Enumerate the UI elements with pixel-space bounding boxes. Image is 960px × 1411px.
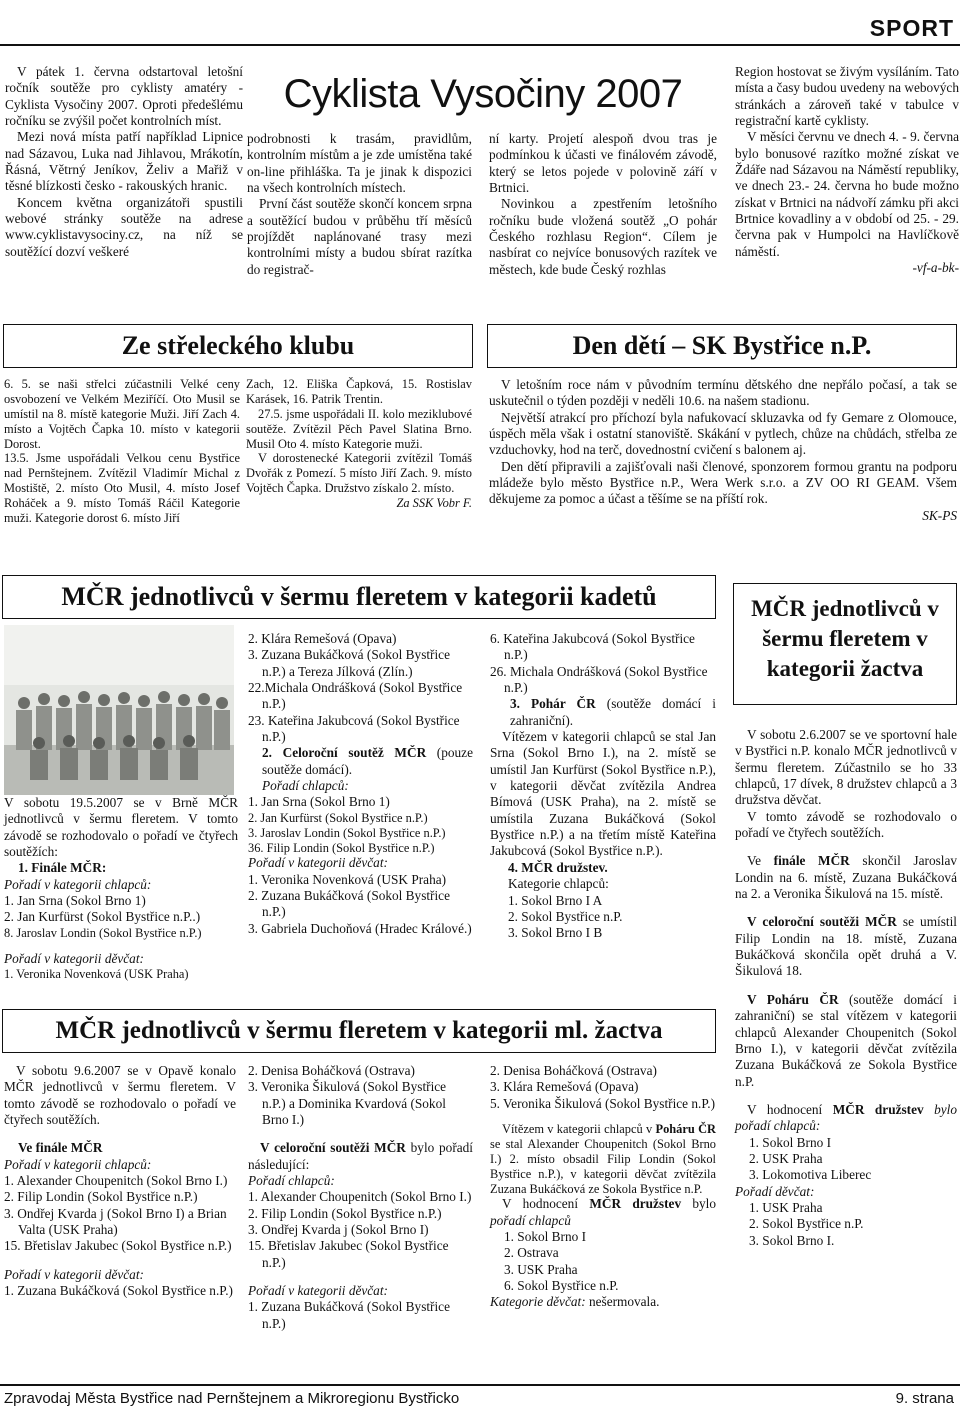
subheading: Pořadí v kategorii děvčat: <box>248 1283 388 1299</box>
list-item: 2. Jan Kurfürst (Sokol Bystřice n.P.) <box>248 810 428 825</box>
paragraph: 27.5. jsme uspořádali II. kolo meziklubové soutěže. Zvítězil Pěch Pavel Slatina Brno. Musil Oto 4. místo Kategorie muži. <box>246 406 472 451</box>
text: pořadí chlapců <box>490 1212 571 1228</box>
paragraph: 13.5. Jsme uspořádali Velkou cenu Bystřice nad Pernštejnem. Zvítězil Vladimír Michal z Mostiště, 2. místo Oto Musil, 4. místo Josef Roháček a 9. místo Tomáš Ráčil Kategorie muži. Kategorie dorost 6. místo Jiří <box>4 451 240 525</box>
cyklista-col2 <box>247 131 472 278</box>
text: V hodnocení <box>747 1101 833 1117</box>
paragraph: V dorostenecké Kategorii zvítězil Tomáš Dvořák z Pomezí. 5 místo Jiří Zach. 9. místo Vojtěch Čapka. Družstvo získalo 2. místo. <box>246 451 472 496</box>
list-item: 2. Klára Remešová (Opava) <box>248 631 397 646</box>
list-item: 2. USK Praha <box>749 1150 823 1166</box>
text: Kategorie děvčat: <box>490 1294 586 1310</box>
section-title: SPORT <box>869 15 954 41</box>
paragraph: Mezi nová místa patří například Lipnice nad Sázavou, Luka nad Jihlavou, Mrákotín, Řásná, Větrný Jeníkov, Želiv a Mařiž v těsné blízkosti česko - rakouských hranic. <box>5 129 243 194</box>
list-item: 2. Denisa Boháčková (Ostrava) <box>490 1063 657 1078</box>
paragraph: První část soutěže skončí koncem srpna a soutěžící budou v průběhu tří měsíců projíždět naplánované trasy mezi kontrolními místy a budou sbírat razítka do registrač- <box>247 196 472 277</box>
text-bold: finále MČR <box>773 853 850 869</box>
paragraph: Koncem května organizátoři spustili webové stránky soutěže na adrese www.cyklistavysociny.cz, na níž se soutěžící dozví veškeré <box>5 194 243 259</box>
list-item: 3. Zuzana Bukáčková (Sokol Bystřice n.P.) a Tereza Jílková (Zlín.) <box>248 647 450 679</box>
list-item: 3. Sokol Brno I B <box>508 925 603 941</box>
kadeti-col1 <box>4 795 238 982</box>
ml-col3 <box>490 1063 716 1311</box>
subheading: 4. MČR družstev. <box>508 859 608 875</box>
list-item: 15. Břetislav Jakubec (Sokol Bystřice n.P.) <box>248 1238 449 1270</box>
list-item: 2. Filip Londin (Sokol Bystřice n.P.) <box>248 1205 442 1221</box>
text: V hodnocení <box>502 1196 590 1212</box>
list-item: 2. Zuzana Bukáčková (Sokol Bystřice n.P.) <box>248 888 450 920</box>
list-item: 3. Sokol Brno I. <box>749 1232 835 1248</box>
subheading: Pořadí chlapců: <box>262 778 349 794</box>
subheading: Pořadí v kategorii děvčat: <box>4 1266 144 1282</box>
list-item: 3. Klára Remešová (Opava) <box>490 1079 639 1095</box>
subheading: Ve finále MČR <box>18 1140 103 1156</box>
text-bold: V celoroční soutěži MČR <box>747 914 897 930</box>
subheading-note: bylo pořadí následující: <box>248 1140 473 1172</box>
strelci-col1 <box>4 377 240 526</box>
ml-col2 <box>248 1063 473 1332</box>
list-item: 1. Alexander Choupenitch (Sokol Brno I.) <box>248 1189 472 1205</box>
list-item: 1. Jan Srna (Sokol Brno 1) <box>248 794 390 810</box>
paragraph: Vítězem v kategorii chlapců se stal Jan Srna (Sokol Brno I.), na 2. místě se umístil Jan Kurfürst (Sokol Bystřice n.P.), v kategorii děvčat zvítězila Andrea Bímová (USK Praha), na 2. místě se umístila Zuzana Bukáčková (Sokol Bystřice n.P.) a na třetím místě Kateřina Jakubcová (Sokol Bystřice n.P.). <box>490 729 716 859</box>
kadeti-title-box <box>2 575 716 619</box>
list-item: 1. Alexander Choupenitch (Sokol Brno I.) <box>4 1173 228 1189</box>
subheading: Kategorie chlapců: <box>508 876 609 892</box>
text: nešermovala. <box>585 1294 660 1310</box>
text: Ve <box>747 853 774 869</box>
text: Vítězem v kategorii chlapců v <box>502 1122 656 1137</box>
text: se umístil Filip Londin na 18. místě, Zuzana Bukáčková skončila opět druhá a V. Šikulová 18. <box>735 914 957 979</box>
zactvo-title-box <box>733 583 957 705</box>
paragraph: V měsíci červnu ve dnech 4. - 9. června bylo bonusové razítko možné získat ve Ždáře nad Sázavou na Náměstí republiky, ve dnech 23.- 24. června ho bude možno získat v Brtnici na nádvoří zámku při akci Brtnice kovadliny a v období od 25. - 29. června pak v Humpolci na Havlíčkově náměstí. <box>735 129 959 259</box>
footer-title: Zpravodaj Města Bystřice nad Pernštejnem a Mikroregionu Bystřicko <box>4 1390 460 1407</box>
paragraph: Zach, 12. Eliška Čapková, 15. Rostislav Karásek, 16. Patrik Trentin. <box>246 377 472 406</box>
text: skončil Jaroslav Londin na 6. místě, Zuzana Bukáčková na 2. a Veronika Šikulová na 15. místě. <box>735 853 958 902</box>
cyklista-col4 <box>735 64 959 276</box>
zactvo-title: MČR jednotlivců v šermu fleretem v kategorii žactva <box>751 596 939 681</box>
list-item: 1. Sokol Brno I <box>504 1229 587 1245</box>
list-item: 6. Kateřina Jakubcová (Sokol Bystřice n.P.) <box>490 631 695 663</box>
signature: SK-PS <box>922 507 957 523</box>
kadeti-title: MČR jednotlivců v šermu fleretem v kategorii kadetů <box>61 582 657 611</box>
page-footer <box>0 1384 960 1411</box>
ml-title: MČR jednotlivců v šermu fleretem v kategorii ml. žactva <box>55 1017 663 1044</box>
strelci-col2 <box>246 377 472 511</box>
text-bold: Poháru ČR <box>655 1122 716 1137</box>
strelci-title-box <box>3 324 473 368</box>
list-item: 2. Denisa Boháčková (Ostrava) <box>248 1063 415 1078</box>
list-item: 2. Sokol Bystřice n.P. <box>508 908 623 924</box>
kadeti-col2 <box>248 631 473 937</box>
subheading-note: (pouze soutěže domácí). <box>262 745 473 777</box>
paragraph: V pátek 1. června odstartoval letošní ročník soutěže pro cyklisty amatéry - Cyklista Vysočiny 2007. Oproti předešlému ročníku se zvýšil počet kontrolních míst. <box>5 64 243 129</box>
list-item: 15. Břetislav Jakubec (Sokol Bystřice n.P.) <box>4 1238 232 1254</box>
list-item: 3. Veronika Šikulová (Sokol Bystřice n.P.) a Dominika Kvardová (Sokol Brno I.) <box>248 1079 447 1128</box>
dendeti-title: Den dětí – SK Bystřice n.P. <box>572 331 872 360</box>
list-item: 1. Sokol Brno I A <box>508 892 603 908</box>
cyklista-col1 <box>5 64 243 260</box>
subheading: Pořadí v kategorii děvčat: <box>248 855 388 871</box>
list-item: 2. Jan Kurfürst (Sokol Bystřice n.P..) <box>4 909 201 925</box>
paragraph: 6. 5. se naši střelci zúčastnili Velké ceny osvobození ve Velkém Meziříčí. Oto Musil se umístil na 8. místě kategorie Muži. Jiří Zach 4. místo a Vojtěch Čapka 10. místo v kategorii Dorost. <box>4 377 240 451</box>
subheading-note: (soutěže domácí i zahraniční). <box>510 696 716 728</box>
list-item: 1. Sokol Brno I <box>749 1134 832 1150</box>
paragraph: Největší atrakcí pro příchozí byla nafukovací skluzavka od fy Gemare z Olomouce, úspěch měla však i ostatní stanoviště. Skákání v pytlech, chůze na chůdách, střelba ze vzduchovky, hod na terč, dovednostní cvičení s balonem aj. <box>489 409 957 458</box>
subheading: Pořadí chlapců: <box>248 1173 335 1189</box>
subheading: Pořadí děvčat: <box>735 1183 815 1199</box>
list-item: 1. USK Praha <box>749 1199 823 1215</box>
paragraph: V sobotu 19.5.2007 se v Brně MČR jednotlivců v šermu fleretem. V tomto závodě se rozhodovalo o pořadí ve čtyřech soutěžích: <box>4 795 238 860</box>
list-item: 3. USK Praha <box>504 1261 578 1277</box>
paragraph: Den dětí připravili a zajišťovali naši členové, sponzorem formou grantu na podporu mládeže bylo město Bystřice n.P., Wera Werk s.r.o. a ZV OO RI GEAM. Všem děkujeme za pomoc a účast a těšíme se na příští rok. <box>489 458 957 507</box>
paragraph: Region hostovat se živým vysíláním. Tato místa a časy budou uvedeny na webových stránkách a zároveň také v tabulce v registrační kartě cyklisty. <box>735 64 959 129</box>
team-photo <box>4 625 234 795</box>
list-item: 1. Zuzana Bukáčková (Sokol Bystřice n.P.) <box>4 1283 233 1299</box>
list-item: 1. Jan Srna (Sokol Brno 1) <box>4 893 146 909</box>
cyklista-title: Cyklista Vysočiny 2007 <box>283 72 683 116</box>
text: se stal Alexander Choupenitch (Sokol Brno I.) 2. místo obsadil Filip Londin (Sokol Bystřice n.P.), v kategorii děvčat zvítězila Zuzana Bukáčková ze Sokola Bystřice n.P. <box>490 1136 716 1196</box>
kadeti-col3 <box>490 631 716 942</box>
signature: -vf-a-bk- <box>912 260 959 276</box>
list-item: 3. Gabriela Duchoňová (Hradec Králové.) <box>248 920 472 936</box>
signature: Za SSK Vobr F. <box>396 496 472 510</box>
subheading: Pořadí v kategorii chlapců: <box>4 876 152 892</box>
dendeti-body <box>489 377 957 524</box>
paragraph: V sobotu 2.6.2007 se ve sportovní hale v Bystřici n.P. konalo MČR jednotlivců v šermu fleretem. Zúčastnilo se ho 33 chlapců, 17 dívek, 8 družstev chlapců a 3 družstva děvčat. <box>735 727 957 808</box>
paragraph: V tomto závodě se rozhodovalo o pořadí ve čtyřech soutěžích. <box>735 808 957 841</box>
text-bold: MČR družstev <box>589 1196 682 1212</box>
list-item: 3. Jaroslav Londin (Sokol Bystřice n.P.) <box>248 825 446 840</box>
paragraph: ní karty. Projetí alespoň dvou tras je podmínkou k účasti ve finálovém závodě, který se letos pojede v polovině září v Brtnici. <box>489 131 717 196</box>
page-number: 9. strana <box>895 1390 954 1407</box>
paragraph: podrobnosti k trasám, pravidlům, kontrolním místům a je zde umístěna také on-line přihláška. Ta je jinak k dispozici na všech kontrolních místech. <box>247 131 472 196</box>
subheading: V celoroční soutěži MČR <box>260 1140 406 1156</box>
list-item: 2. Ostrava <box>504 1245 559 1261</box>
list-item: 23. Kateřina Jakubcová (Sokol Bystřice n.P.) <box>248 712 460 745</box>
list-item: 5. Veronika Šikulová (Sokol Bystřice n.P.) <box>490 1095 716 1111</box>
paragraph: Novinkou a zpestřením letošního ročníku bude vložená soutěž „O pohár Českého rozhlasu Region“. Cílem je nasbírat co nejvíce bonusových razítek ve městech, kde bude Český rozhlas <box>489 196 717 277</box>
zactvo-body <box>735 727 957 1249</box>
list-item: 22.Michala Ondrášková (Sokol Bystřice n.P.) <box>248 680 463 712</box>
list-item: 36. Filip Londin (Sokol Bystřice n.P.) <box>248 840 435 855</box>
list-item: 1. Veronika Novenková (USK Praha) <box>248 871 447 887</box>
ml-col1 <box>4 1063 236 1299</box>
subheading: 2. Celoroční soutěž MČR <box>262 745 427 761</box>
subheading: Pořadí v kategorii chlapců: <box>4 1156 152 1172</box>
list-item: 2. Sokol Bystřice n.P. <box>749 1216 864 1232</box>
list-item: 2. Filip Londin (Sokol Bystřice n.P.) <box>4 1189 198 1205</box>
cyklista-col3 <box>489 131 717 278</box>
list-item: 1. Veronika Novenková (USK Praha) <box>4 966 189 981</box>
ml-title-box <box>2 1009 716 1053</box>
text: bylo pořadí chlapců: <box>735 1101 958 1134</box>
subheading: 3. Pohár ČR <box>510 696 596 712</box>
team-photo-image <box>4 625 234 795</box>
list-item: 26. Michala Ondrášková (Sokol Bystřice n.P.) <box>490 663 708 696</box>
list-item: 3. Lokomotiva Liberec <box>749 1167 872 1183</box>
subheading: Pořadí v kategorii děvčat: <box>4 950 144 966</box>
text-bold: MČR družstev <box>832 1101 924 1117</box>
list-item: 3. Ondřej Kvarda j (Sokol Brno I) a Brian Valta (USK Praha) <box>4 1205 227 1238</box>
dendeti-title-box <box>487 324 957 368</box>
list-item: 1. Zuzana Bukáčková (Sokol Bystřice n.P.) <box>248 1299 450 1331</box>
subheading: 1. Finále MČR: <box>18 860 107 876</box>
paragraph: V sobotu 9.6.2007 se v Opavě konalo MČR jednotlivců v šermu fleretem. V tomto závodě se rozhodovalo o pořadí ve čtyřech soutěžích. <box>4 1063 236 1128</box>
paragraph: V letošním roce nám v původním termínu dětského dne nepřálo počasí, a tak se uskutečnil o týden později v neděli 10.6. na našem stadionu. <box>489 377 957 409</box>
strelci-title: Ze střeleckého klubu <box>121 331 355 360</box>
list-item: 6. Sokol Bystřice n.P. <box>504 1278 619 1294</box>
header-rule <box>0 44 960 46</box>
list-item: 3. Ondřej Kvarda j (Sokol Brno I) <box>248 1222 429 1238</box>
text: bylo <box>681 1196 717 1212</box>
text: (soutěže domácí i zahraniční) se stal vítězem v kategorii chlapců Alexander Choupenitch (Sokol Brno I.), v kategorii děvčat zvítězila Zuzana Bukáčková ze Sokola Bystřice n.P. <box>735 991 958 1089</box>
page-header <box>0 0 960 50</box>
text-bold: V Poháru ČR <box>747 991 839 1007</box>
list-item: 8. Jaroslav Londin (Sokol Bystřice n.P.) <box>4 925 202 940</box>
